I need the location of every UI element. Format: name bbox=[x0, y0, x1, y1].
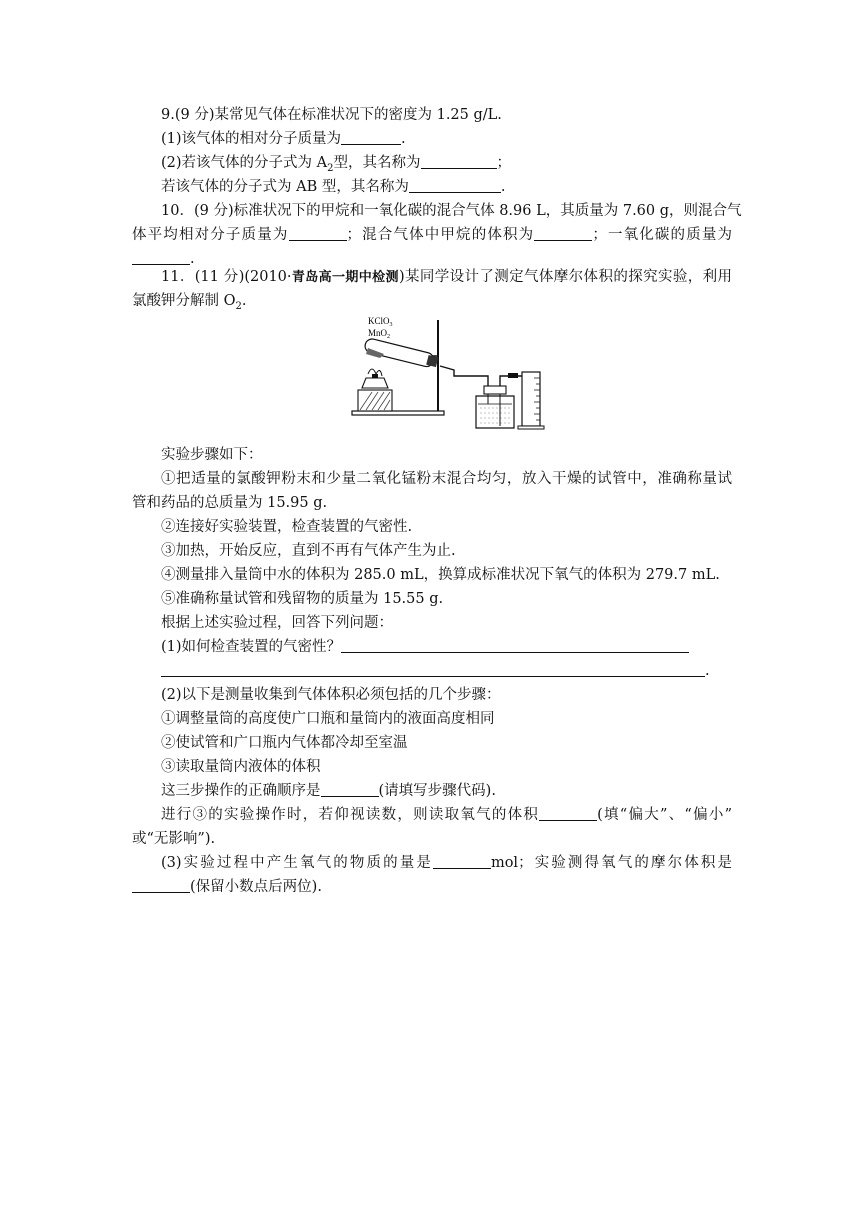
q10-line2: 体平均相对分子质量为 ；混合气体中甲烷的体积为 ；一氧化碳的质量为 bbox=[132, 227, 733, 243]
q10-line1: 10．(9 分)标准状况下的甲烷和一氧化碳的混合气体 8.96 L，其质量为 7.60 g，则混合气 bbox=[161, 203, 742, 219]
q11-part2-item3: ③读取量筒内液体的体积 bbox=[161, 759, 321, 775]
q11-part2-read-cont: 或“无影响”). bbox=[132, 831, 216, 847]
questions-intro: 根据上述实验过程，回答下列问题： bbox=[161, 615, 393, 631]
answer-blank[interactable] bbox=[321, 782, 379, 797]
q11-line2: 氯酸钾分解制 $O_2$. bbox=[132, 293, 247, 312]
step-1-line1: ①把适量的氯酸钾粉末和少量二氧化锰粉末混合均匀，放入干燥的试管中，准确称量试 bbox=[161, 471, 732, 487]
wide-mouth-bottle bbox=[476, 386, 514, 428]
q9-part1: (1)该气体的相对分子质量为 . bbox=[161, 131, 406, 147]
stand-base bbox=[352, 411, 444, 415]
q11-part2-item1: ①调整量筒的高度使广口瓶和量筒内的液面高度相同 bbox=[161, 711, 495, 727]
answer-blank[interactable] bbox=[341, 638, 689, 653]
answer-blank[interactable] bbox=[421, 154, 497, 169]
q11-part2-read: 进行③的实验操作时，若仰视读数，则读取氧气的体积 (填“偏大”、“偏小” bbox=[161, 807, 733, 823]
step-1-line2: 管和药品的总质量为 15.95 g. bbox=[132, 495, 328, 511]
answer-blank[interactable] bbox=[534, 226, 592, 241]
q11-part2-item2: ②使试管和广口瓶内气体都冷却至室温 bbox=[161, 735, 408, 751]
step-5: ⑤准确称量试管和残留物的质量为 15.55 g. bbox=[161, 591, 444, 607]
answer-blank[interactable] bbox=[161, 662, 705, 677]
apparatus-figure bbox=[350, 314, 550, 430]
q11-part3-cont: (保留小数点后两位). bbox=[132, 878, 732, 896]
q11-part2-order: 这三步操作的正确顺序是 (请填写步骤代码). bbox=[161, 783, 496, 799]
answer-blank[interactable] bbox=[539, 806, 597, 821]
q9-stem: 9.(9 分)某常见气体在标准状况下的密度为 1.25 g/L. bbox=[161, 107, 502, 123]
mno2-label: MnO$_2$ bbox=[368, 328, 391, 340]
q11-part3: (3)实验过程中产生氧气的物质的量是 mol；实验测得氧气的摩尔体积是 bbox=[161, 855, 732, 871]
alcohol-lamp bbox=[362, 369, 388, 388]
graduated-cylinder bbox=[518, 372, 544, 429]
q11-line1: 11．(11 分)(2010·青岛高一期中检测)某同学设计了测定气体摩尔体积的探究实验，利用 bbox=[161, 269, 732, 285]
gas-collection-apparatus bbox=[350, 314, 550, 430]
q10-line3: . bbox=[132, 250, 732, 268]
q11-part2: (2)以下是测量收集到气体体积必须包括的几个步骤： bbox=[161, 687, 501, 703]
answer-blank[interactable] bbox=[132, 878, 190, 893]
answer-blank[interactable] bbox=[289, 226, 347, 241]
step-2: ②连接好实验装置，检查装置的气密性. bbox=[161, 519, 413, 535]
step-4: ④测量排入量筒中水的体积为 285.0 mL，换算成标准状况下氧气的体积为 279.7 mL. bbox=[161, 567, 720, 583]
q9-part3: 若该气体的分子式为 AB 型，其名称为 . bbox=[161, 179, 506, 195]
wood-block bbox=[358, 390, 392, 411]
answer-blank[interactable] bbox=[132, 250, 190, 265]
rubber-joint bbox=[508, 373, 518, 378]
steps-title: 实验步骤如下： bbox=[161, 447, 263, 463]
q11-part1-cont: . bbox=[161, 662, 761, 680]
q9-part2: (2)若该气体的分子式为 $A_2$型，其名称为 ； bbox=[161, 155, 511, 174]
kclo3-label: KClO$_3$ bbox=[368, 316, 393, 328]
source-label: 青岛高一期中检测 bbox=[291, 270, 399, 285]
answer-blank[interactable] bbox=[341, 130, 401, 145]
answer-blank[interactable] bbox=[433, 854, 491, 869]
q11-part1: (1)如何检查装置的气密性？ bbox=[161, 638, 761, 656]
step-3: ③加热，开始反应，直到不再有气体产生为止. bbox=[161, 543, 456, 559]
delivery-tube-1 bbox=[440, 366, 488, 390]
answer-blank[interactable] bbox=[409, 178, 501, 193]
